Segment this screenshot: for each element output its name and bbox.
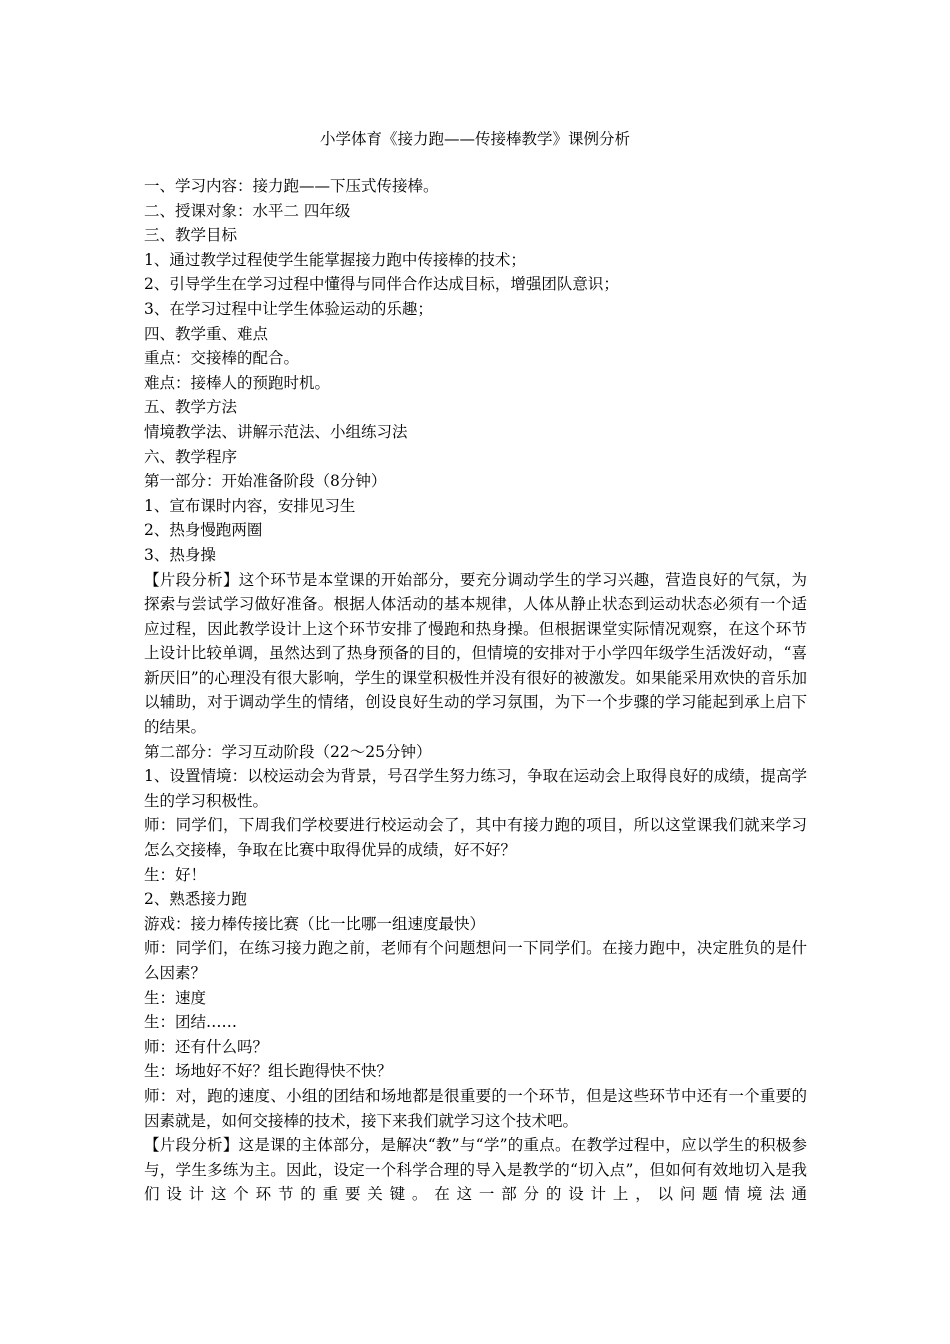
section-heading: 二、授课对象：水平二 四年级	[144, 201, 351, 220]
document-title: 小学体育《接力跑——传接棒教学》课例分析	[319, 130, 630, 148]
subsection-heading: 第二部分：学习互动阶段（22～25分钟）	[144, 742, 432, 761]
dialogue-line: 师：同学们，在练习接力跑之前，老师有个问题想问一下同学们。在接力跑中，决定胜负的是什么因素？	[144, 939, 807, 982]
list-item: 1、通过教学过程使学生能掌握接力跑中传接棒的技术；	[144, 250, 526, 269]
list-item: 1、设置情境：以校运动会为背景，号召学生努力练习，争取在运动会上取得良好的成绩，提高学生的学习积极性。	[144, 767, 807, 810]
list-item: 3、热身操	[144, 545, 216, 564]
paragraph: 重点：交接棒的配合。	[144, 349, 300, 368]
section-heading: 四、教学重、难点	[144, 324, 269, 343]
dialogue-line: 师：还有什么吗？	[144, 1037, 269, 1056]
document-body	[144, 174, 807, 1207]
analysis-paragraph: 【片段分析】这是课的主体部分，是解决“教”与“学”的重点。在教学过程中，应以学生的积极参与，学生多练为主。因此，设定一个科学合理的导入是教学的“切入点”，但如何有效地切入是我们设计这个环节的重要关键。在这一部分的设计上，以问题情境法通	[144, 1136, 807, 1204]
paragraph: 游戏：接力棒传接比赛（比一比哪一组速度最快）	[144, 914, 486, 933]
dialogue-line: 师：同学们，下周我们学校要进行校运动会了，其中有接力跑的项目，所以这堂课我们就来学习怎么交接棒，争取在比赛中取得优异的成绩，好不好？	[144, 816, 807, 860]
dialogue-line: 生：好！	[144, 865, 207, 884]
section-heading: 五、教学方法	[144, 398, 238, 417]
dialogue-line: 生：速度	[144, 988, 207, 1007]
paragraph: 难点：接棒人的预跑时机。	[144, 373, 331, 392]
analysis-paragraph: 【片段分析】这个环节是本堂课的开始部分，要充分调动学生的学习兴趣，营造良好的气氛，为探索与尝试学习做好准备。根据人体活动的基本规律，人体从静止状态到运动状态必须有一个适应过程，因此教学设计上这个环节安排了慢跑和热身操。但根据课堂实际情况观察，在这个环节上设计比较单调，虽然达到了热身预备的目的，但情境的安排对于小学四年级学生活泼好动，“喜新厌旧”的心理没有很大影响，学生的课堂积极性并没有很好的被激发。如果能采用欢快的音乐加以辅助，对于调动学生的情绪，创设良好生动的学习氛围，为下一个步骤的学习能起到承上启下的结果。	[144, 570, 807, 737]
list-item: 1、宣布课时内容，安排见习生	[144, 496, 356, 515]
list-item: 2、熟悉接力跑	[144, 890, 247, 909]
section-heading: 三、教学目标	[144, 226, 238, 245]
list-item: 2、引导学生在学习过程中懂得与同伴合作达成目标，增强团队意识；	[144, 275, 619, 294]
list-item: 2、热身慢跑两圈	[144, 521, 263, 540]
dialogue-line: 生：场地好不好？组长跑得快不快？	[144, 1062, 393, 1081]
section-heading: 一、学习内容：接力跑——下压式传接棒。	[144, 177, 439, 195]
section-heading: 六、教学程序	[144, 447, 238, 466]
dialogue-line: 师：对，跑的速度、小组的团结和场地都是很重要的一个环节，但是这些环节中还有一个重要的因素就是，如何交接棒的技术，接下来我们就学习这个技术吧。	[144, 1086, 807, 1130]
dialogue-line: 生：团结……	[144, 1013, 238, 1032]
paragraph: 情境教学法、讲解示范法、小组练习法	[144, 422, 408, 441]
list-item: 3、在学习过程中让学生体验运动的乐趣；	[144, 299, 433, 318]
subsection-heading: 第一部分：开始准备阶段（8分钟）	[144, 472, 387, 491]
